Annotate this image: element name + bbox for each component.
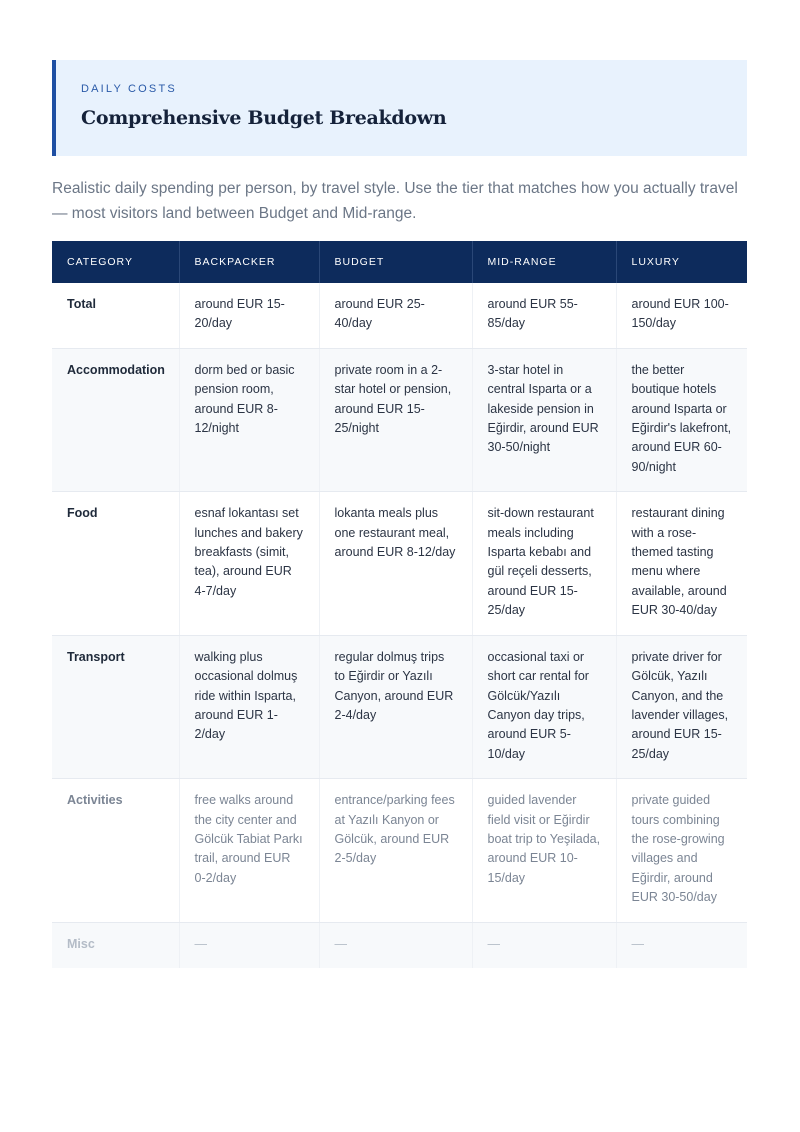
table-row-food — [52, 492, 747, 635]
category-cell: Total — [52, 283, 179, 348]
category-cell: Activities — [52, 779, 179, 922]
budget-cell: around EUR 25-40/day — [319, 283, 472, 348]
mid-range-cell: occasional taxi or short car rental for Gölcük/Yazılı Canyon day trips, around EUR 5-10/day — [472, 635, 616, 778]
column-header-category: CATEGORY — [52, 241, 179, 283]
budget-cell: private room in a 2-star hotel or pension, around EUR 15-25/night — [319, 348, 472, 491]
column-header-luxury: LUXURY — [616, 241, 747, 283]
category-cell: Transport — [52, 635, 179, 778]
budget-cell: — — [319, 922, 472, 968]
category-cell: Misc — [52, 922, 179, 968]
intro-paragraph: Realistic daily spending per person, by travel style. Use the tier that matches how you actually travel — most visitors land between Budget and Mid-range. — [52, 180, 738, 222]
luxury-cell: — — [616, 922, 747, 968]
column-header-backpacker: BACKPACKER — [179, 241, 319, 283]
mid-range-cell: guided lavender field visit or Eğirdir boat trip to Yeşilada, around EUR 10-15/day — [472, 779, 616, 922]
table-row-misc — [52, 922, 747, 968]
table-header-row — [52, 241, 747, 283]
table-row-activities — [52, 779, 747, 922]
column-header-mid-range: MID-RANGE — [472, 241, 616, 283]
budget-cell: regular dolmuş trips to Eğirdir or Yazılı Canyon, around EUR 2-4/day — [319, 635, 472, 778]
backpacker-cell: esnaf lokantası set lunches and bakery breakfasts (simit, tea), around EUR 4-7/day — [179, 492, 319, 635]
luxury-cell: the better boutique hotels around Isparta or Eğirdir's lakefront, around EUR 60-90/night — [616, 348, 747, 491]
category-cell: Food — [52, 492, 179, 635]
luxury-cell: restaurant dining with a rose-themed tasting menu where available, around EUR 30-40/day — [616, 492, 747, 635]
table-row-accommodation — [52, 348, 747, 491]
column-header-budget: BUDGET — [319, 241, 472, 283]
mid-range-cell: around EUR 55-85/day — [472, 283, 616, 348]
category-cell: Accommodation — [52, 348, 179, 491]
luxury-cell: private guided tours combining the rose-growing villages and Eğirdir, around EUR 30-50/day — [616, 779, 747, 922]
budget-cell: lokanta meals plus one restaurant meal, around EUR 8-12/day — [319, 492, 472, 635]
mid-range-cell: — — [472, 922, 616, 968]
backpacker-cell: free walks around the city center and Gölcük Tabiat Parkı trail, around EUR 0-2/day — [179, 779, 319, 922]
section-header — [52, 60, 747, 156]
luxury-cell: private driver for Gölcük, Yazılı Canyon, and the lavender villages, around EUR 15-25/day — [616, 635, 747, 778]
table-row-total — [52, 283, 747, 348]
budget-cell: entrance/parking fees at Yazılı Kanyon or Gölcük, around EUR 2-5/day — [319, 779, 472, 922]
backpacker-cell: around EUR 15-20/day — [179, 283, 319, 348]
backpacker-cell: walking plus occasional dolmuş ride within Isparta, around EUR 1-2/day — [179, 635, 319, 778]
budget-table — [52, 241, 747, 968]
backpacker-cell: dorm bed or basic pension room, around EUR 8-12/night — [179, 348, 319, 491]
mid-range-cell: sit-down restaurant meals including Isparta kebabı and gül reçeli desserts, around EUR 15-25/day — [472, 492, 616, 635]
mid-range-cell: 3-star hotel in central Isparta or a lakeside pension in Eğirdir, around EUR 30-50/night — [472, 348, 616, 491]
backpacker-cell: — — [179, 922, 319, 968]
section-eyebrow: DAILY COSTS — [81, 83, 177, 95]
luxury-cell: around EUR 100-150/day — [616, 283, 747, 348]
table-row-transport — [52, 635, 747, 778]
page-title: Comprehensive Budget Breakdown — [81, 107, 447, 129]
